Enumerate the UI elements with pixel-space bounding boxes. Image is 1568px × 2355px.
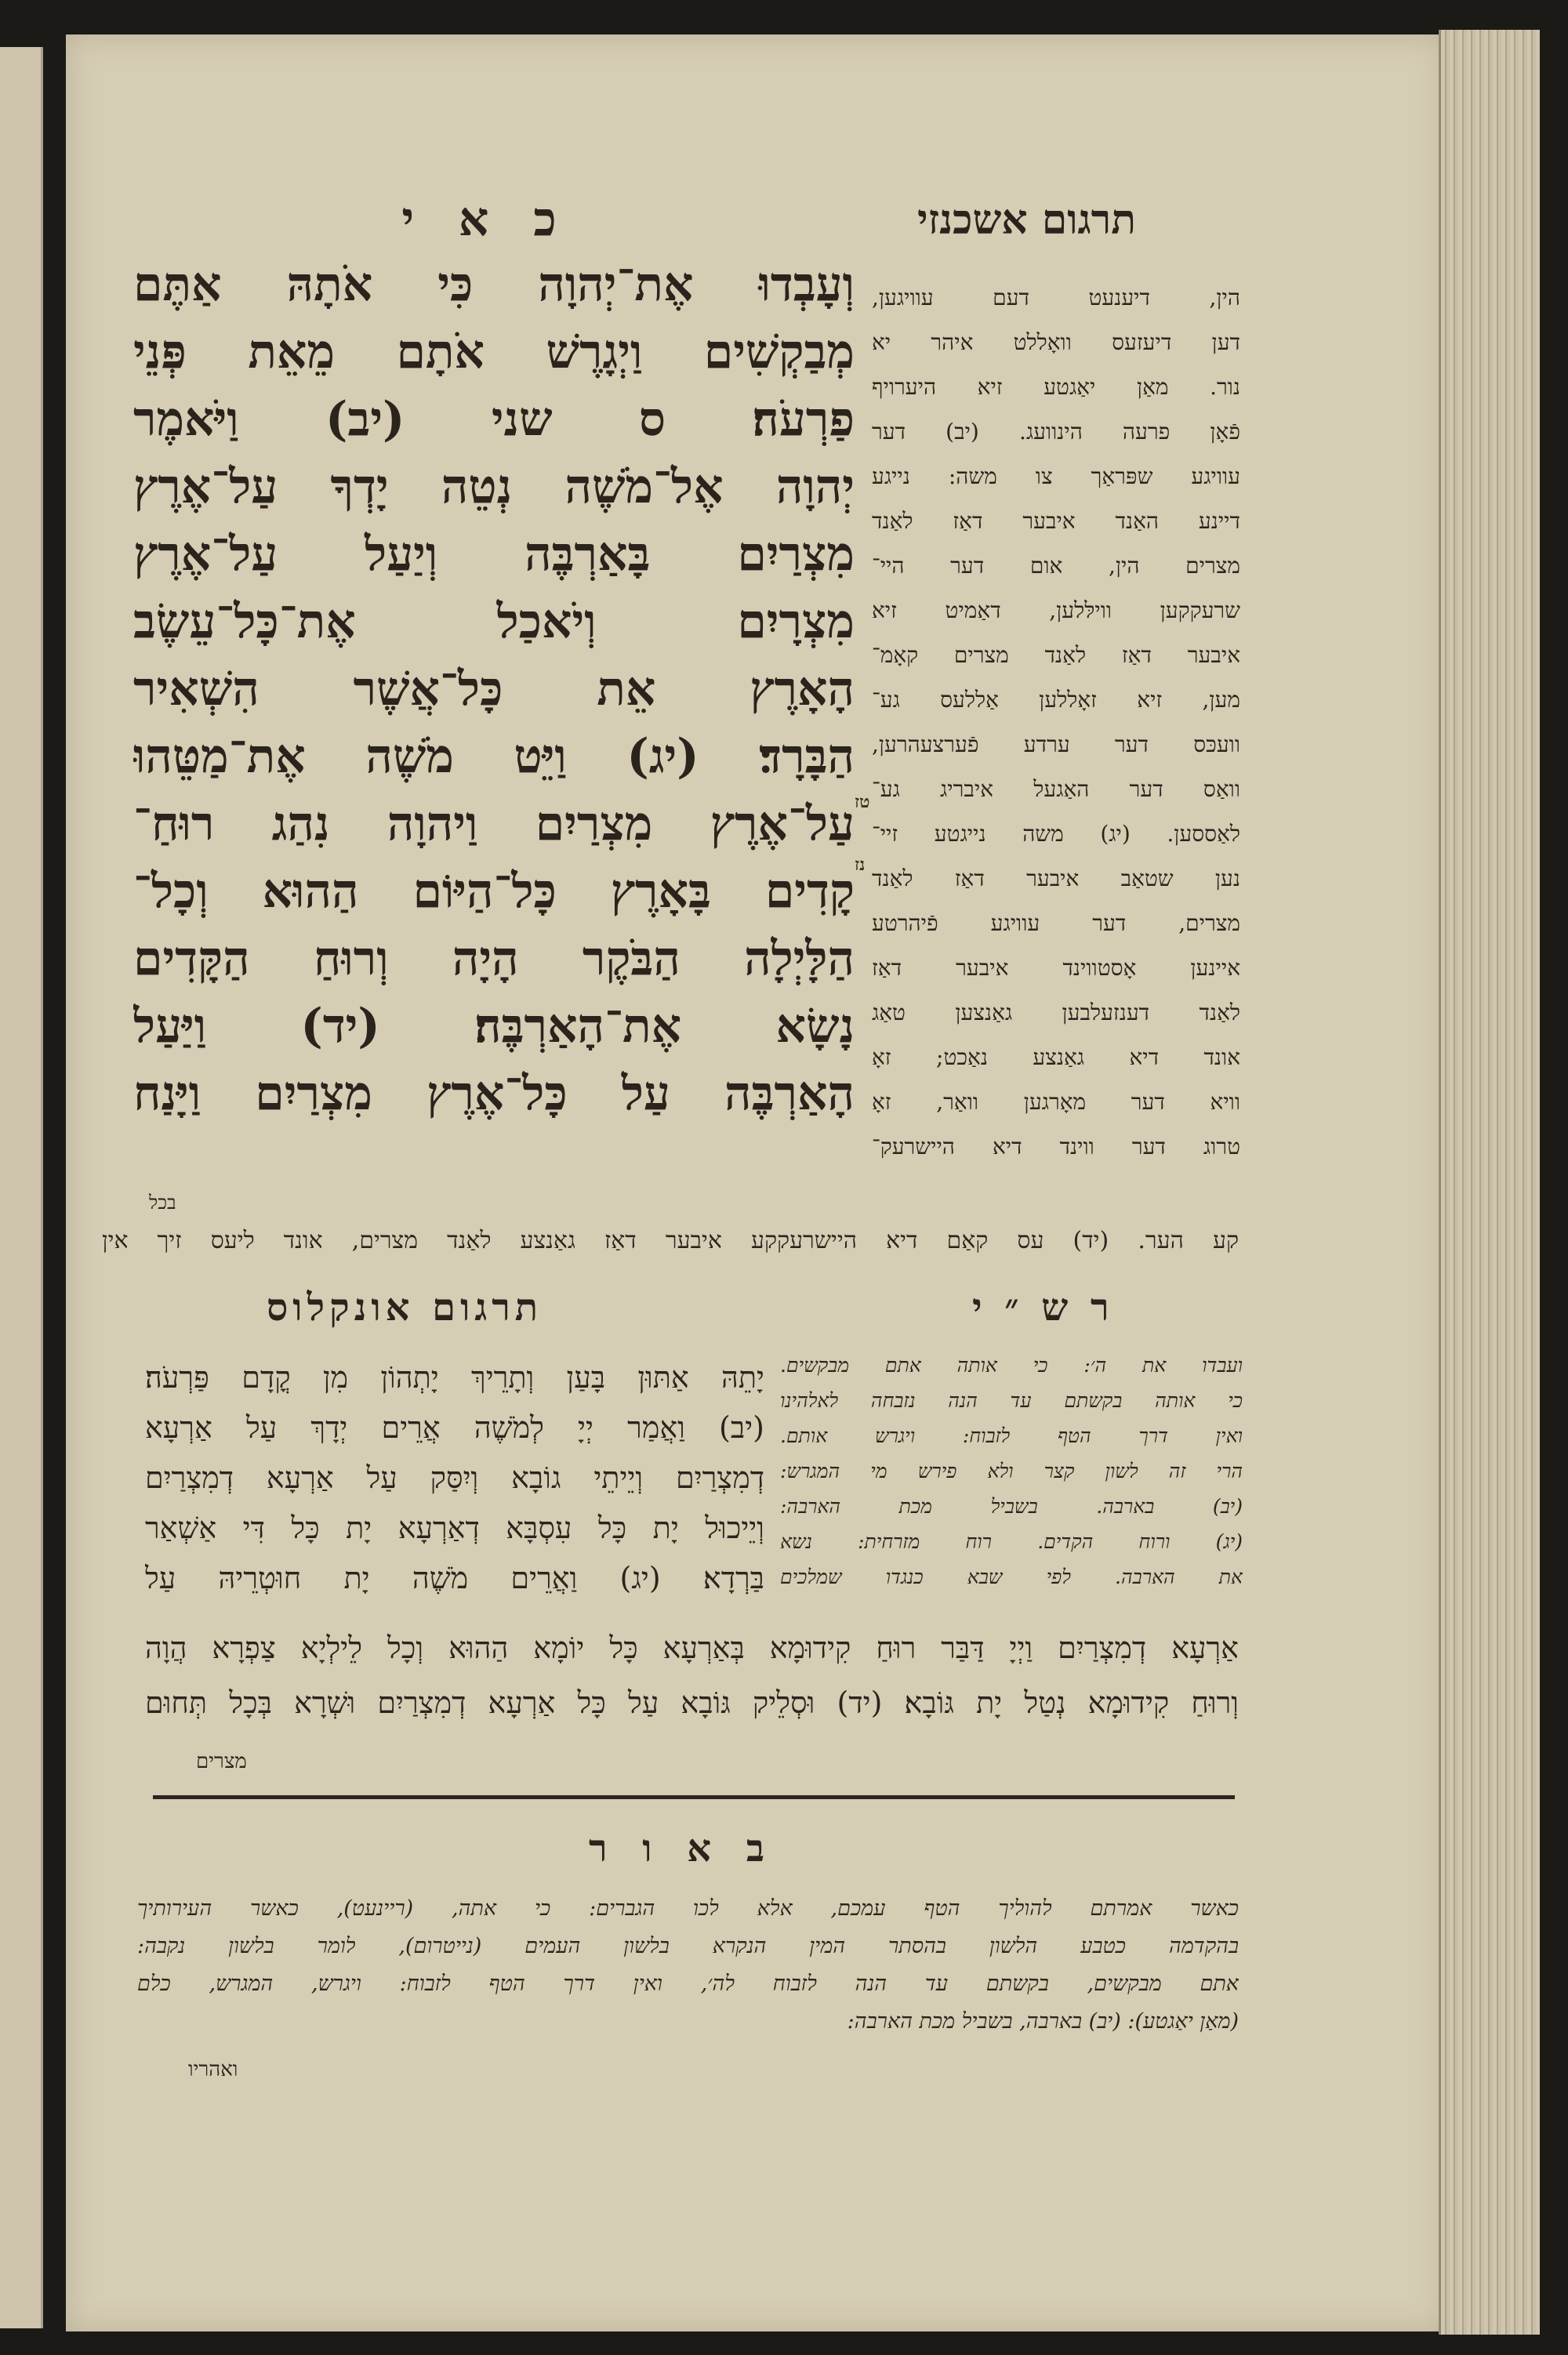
main-text-line: מְבַקְשִׁים וַיְגָרֶשׁ אֹתָם מֵאֵת פְּנֵי xyxy=(133,325,855,379)
header-chapter: כ א י xyxy=(401,192,571,247)
onkelos-catchword: מצרים xyxy=(196,1750,247,1773)
yiddish-line: נור. מאַן יאַגטע זיא היערויף xyxy=(872,374,1240,400)
onkelos-line: (יב) וַאֲמַר יְיָ לְמֹשֶׁה אֲרֵים יְדָךְ עַל אַרְעָא xyxy=(145,1410,764,1445)
onkelos-line: דְמִצְרַיִם וְיֵיתֵי גוֹבָא וְיִסַּק עַל אַרְעָא דְמִצְרַיִם xyxy=(145,1461,764,1495)
yiddish-line: איינען אָסטווינד איבער דאַז xyxy=(872,955,1240,981)
biur-line: (מאַן יאַגטע): (יב) בארבה, בשביל מכת הארבה: xyxy=(847,2009,1239,2034)
main-text-line: מִצְרָיִם וְיֹאכַל אֶת־כָּל־עֵשֶׂב xyxy=(133,594,855,649)
onkelos-full-line: אַרְעָא דְמִצְרַיִם וַיְיָ דַּבַּר רוּחַ קִידוּמָא בְּאַרְעָא כָּל יוֹמָא הַהוּא וְכָל לֵילְיָא צַפְרָא הֲוָה xyxy=(145,1631,1239,1665)
yiddish-line: מען, זיא זאָללען אַללעס גע־ xyxy=(872,687,1240,713)
yiddish-line: וויא דער מאָרגען וואַר, זאָ xyxy=(872,1089,1240,1115)
main-text-line: יְהוָה אֶל־מֹשֶׁה נְטֵה יָדְךָ עַל־אֶרֶץ xyxy=(133,459,855,514)
main-catchword: בכל xyxy=(149,1192,176,1214)
margin-mark: טז xyxy=(855,792,870,812)
header-yiddish-translation: תרגום אשכנזי xyxy=(917,196,1136,244)
biur-line: בהקדמה כטבע הלשון בהסתר המין הנקרא בלשון העמים (נייטרום), לומר בלשון נקבה: xyxy=(137,1934,1239,1958)
yiddish-line: שרעקקען ווילּלען, דאַמיט זיא xyxy=(872,597,1240,623)
rashi-line: את הארבה. לפי שבא כנגדו שמלכים xyxy=(780,1566,1243,1588)
page-stack-edges xyxy=(1439,30,1540,2335)
rashi-line: (יב) בארבה. בשביל מכת הארבה: xyxy=(780,1495,1243,1518)
yiddish-line: מצרים, דער עוויגע פֿיהרטע xyxy=(872,910,1240,936)
main-text-line: מִצְרַיִם בָּאַרְבֶּה וְיַעַל עַל־אֶרֶץ xyxy=(133,527,855,582)
rashi-line: (יג) ורוח הקדים. רוח מזרחית: נשא xyxy=(780,1530,1243,1553)
main-text-line: עַל־אֶרֶץ מִצְרַיִם וַיהוָה נִהַג רוּחַ־ xyxy=(133,796,855,851)
yiddish-line: לאַנד דענזעלבען גאַנצען טאַג xyxy=(872,1000,1240,1025)
yiddish-line: פֿאָן פרעה הינוועג. (יב) דער xyxy=(872,419,1240,445)
previous-page-edge xyxy=(0,47,43,2328)
main-text-line: נָשָׂא אֶת־הָאַרְבֶּה׃ (יד) וַיַּעַל xyxy=(133,999,855,1054)
rashi-title: ר ש ״ י xyxy=(972,1286,1114,1330)
page-catchword: ואהריו xyxy=(188,2058,238,2081)
divider-rule xyxy=(153,1795,1235,1799)
yiddish-full-width-line: קע הער. (יד) עס קאַם דיא היישרעקקע איבער דאַז גאַנצע לאַנד מצרים, אונד ליעס זיך אין xyxy=(102,1227,1239,1254)
main-text-line: וְעָבְדוּ אֶת־יְהוָה כִּי אֹתָהּ אַתֶּם xyxy=(133,257,855,312)
main-text-line: הָאָרֶץ אֵת כָּל־אֲשֶׁר הִשְׁאִיר xyxy=(133,662,855,717)
rashi-line: ואין דרך הטף לזבוח: ויגרש אותם. xyxy=(780,1424,1243,1447)
main-text-line: הַבָּרָד׃ (יג) וַיֵּט מֹשֶׁה אֶת־מַטֵּהוּ xyxy=(133,729,855,784)
yiddish-line: אונד דיא גאַנצע נאַכט; זאָ xyxy=(872,1044,1240,1070)
yiddish-line: וועכּס דער ערדע פֿערצעהרען, xyxy=(872,731,1240,757)
onkelos-line: יָתֵהּ אַתּוּן בָּעַן וְתָרֵיךְ יָתְהוֹן מִן קֳדָם פַּרְעֹה׃ xyxy=(145,1360,764,1395)
margin-mark: נז xyxy=(855,855,866,875)
yiddish-line: נען שטאַב איבער דאַז לאַנד xyxy=(872,865,1240,891)
onkelos-full-line: וְרוּחַ קִידוּמָא נְטַל יָת גּוֹבָא׃ (יד) וּסְלֵיק גּוֹבָא עַל כָּל אַרְעָא דְמִצְרַיִם וּשְׁרָא בְּכָל תְּחוּם xyxy=(145,1686,1239,1720)
rashi-line: כי אותה בקשתם עד הנה נזבחה לאלהינו xyxy=(780,1389,1243,1412)
yiddish-line: דיינע האַנד איבער דאַז לאַנד xyxy=(872,508,1240,534)
main-text-line: הָאַרְבֶּה עַל כָּל־אֶרֶץ מִצְרַיִם וַיָּנַח xyxy=(133,1066,855,1121)
biur-title: ב א ו ר xyxy=(589,1827,775,1871)
yiddish-line: הין, דיענעט דעם עוויגען, xyxy=(872,285,1240,310)
onkelos-line: וְיֵיכוּל יָת כָּל עִסְבָּא דְאַרְעָא יָת כָּל דִּי אַשְׁאַר xyxy=(145,1511,764,1545)
biur-line: כאשר אמרתם להוליך הטף עמכם, אלא לכו הגברים: כי אתה, (ריינעט), כאשר העירותיך xyxy=(137,1896,1239,1921)
main-text-line: פַרְעֹה׃ ס שני (יב) וַיֹּאמֶר xyxy=(133,392,855,447)
yiddish-line: מצרים הין, אום דער היי־ xyxy=(872,553,1240,579)
biur-line: אתם מבקשים, בקשתם עד הנה לזבוח לה׳, ואין דרך הטף לזבוח: ויגרש, המגרש, כלם xyxy=(137,1972,1239,1996)
rashi-line: הרי זה לשון קצר ולא פירש מי המגרש: xyxy=(780,1460,1243,1482)
main-text-line: קָדִים בָּאָרֶץ כָּל־הַיּוֹם הַהוּא וְכָל־ xyxy=(133,864,855,919)
yiddish-line: איבער דאַז לאַנד מצרים קאָמ־ xyxy=(872,642,1240,668)
onkelos-line: בַּרְדָא׃ (יג) וַאֲרֵים מֹשֶׁה יָת חוּטְרֵיהּ עַל xyxy=(145,1561,764,1595)
yiddish-line: דען דיעזעס וואָללט איהר יא xyxy=(872,329,1240,355)
yiddish-line: לאַססען. (יג) משה נייגטע זיי־ xyxy=(872,821,1240,847)
yiddish-line: טרוג דער ווינד דיא היישרעק־ xyxy=(872,1134,1240,1159)
yiddish-line: עוויגע שפּראַך צו משה: נייגע xyxy=(872,463,1240,489)
onkelos-title: תרגום אונקלוס xyxy=(267,1286,543,1330)
main-text-line: הַלָּיְלָה הַבֹּקֶר הָיָה וְרוּחַ הַקָּדִים xyxy=(133,931,855,986)
yiddish-line: וואַס דער האַגעל איבריג גע־ xyxy=(872,776,1240,802)
rashi-line: ועבדו את ה׳: כי אותה אתם מבקשים. xyxy=(780,1354,1243,1377)
